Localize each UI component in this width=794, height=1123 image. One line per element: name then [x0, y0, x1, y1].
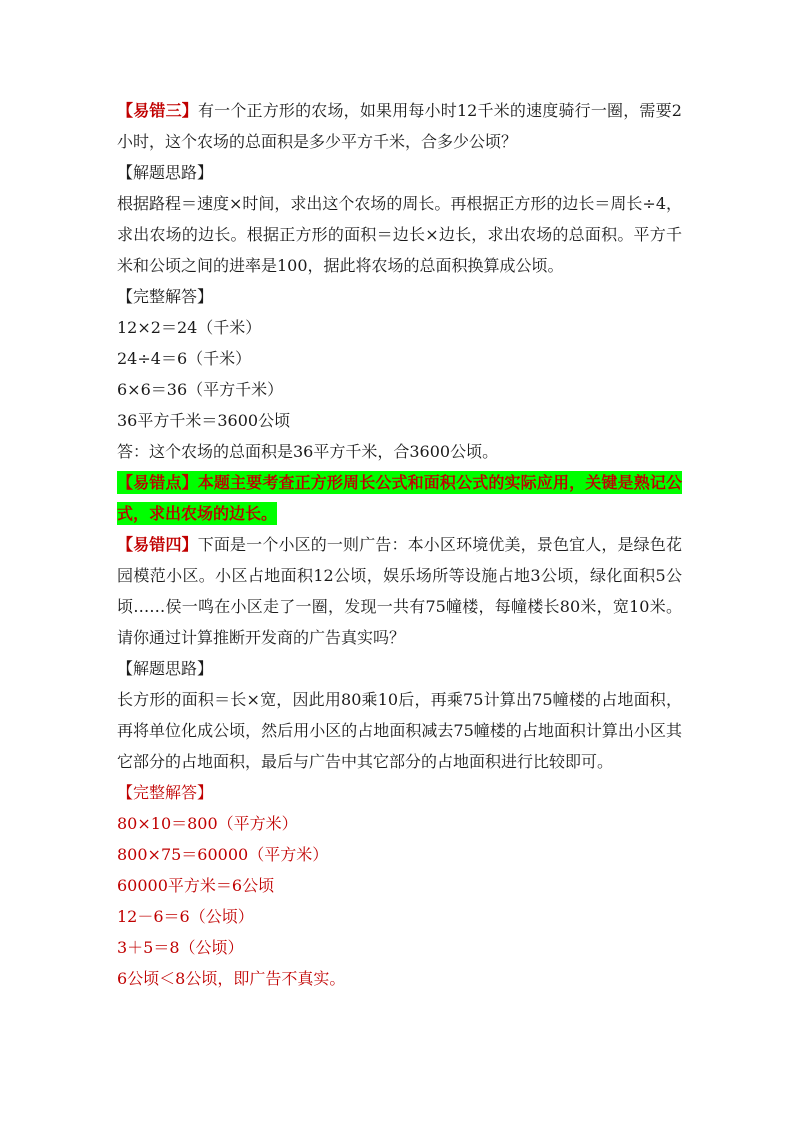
- question-4-step: 80×10＝800（平方米）: [117, 814, 298, 833]
- question-3: [117, 95, 682, 157]
- question-3-step: 12×2＝24（千米）: [117, 318, 262, 337]
- question-4-step: 800×75＝60000（平方米）: [117, 845, 329, 864]
- question-4-text: 下面是一个小区的一则广告：本小区环境优美，景色宜人，是绿色花园模范小区。小区占地面积12公顷，娱乐场所等设施占地3公顷，绿化面积5公顷……侯一鸣在小区走了一圈，发现一共有75幢楼，每幢楼长80米，宽10米。请你通过计算推断开发商的广告真实吗？: [117, 535, 682, 647]
- question-4-step: 12－6＝6（公顷）: [117, 907, 254, 926]
- question-3-text: 有一个正方形的农场，如果用每小时12千米的速度骑行一圈，需要2小时，这个农场的总面积是多少平方千米，合多少公顷？: [117, 101, 682, 151]
- question-3-step: 6×6＝36（平方千米）: [117, 380, 284, 399]
- error-point-highlight: 【易错点】本题主要考查正方形周长公式和面积公式的实际应用，关键是熟记公式，求出农场的边长。: [117, 473, 682, 523]
- document-page: [117, 95, 682, 994]
- question-3-tag: 【易错三】: [117, 101, 198, 120]
- question-4: [117, 529, 682, 653]
- question-4-analysis: 长方形的面积＝长×宽，因此用80乘10后，再乘75计算出75幢楼的占地面积，再将单位化成公顷，然后用小区的占地面积减去75幢楼的占地面积计算出小区其它部分的占地面积，最后与广告中其它部分的占地面积进行比较即可。: [117, 690, 682, 771]
- question-3-analysis: 根据路程＝速度×时间，求出这个农场的周长。再根据正方形的边长＝周长÷4，求出农场的边长。根据正方形的面积＝边长×边长，求出农场的总面积。平方千米和公顷之间的进率是100，据此将农场的总面积换算成公顷。: [117, 194, 682, 275]
- question-3-step: 24÷4＝6（千米）: [117, 349, 252, 368]
- question-3-answer: 答：这个农场的总面积是36平方千米，合3600公顷。: [117, 442, 499, 461]
- question-3-answer-heading: 【完整解答】: [117, 287, 214, 306]
- question-3-error-point: [117, 467, 682, 529]
- question-4-analysis-heading: 【解题思路】: [117, 659, 214, 678]
- question-4-answer: 6公顷＜8公顷，即广告不真实。: [117, 969, 346, 988]
- question-4-tag: 【易错四】: [117, 535, 198, 554]
- question-3-analysis-heading: 【解题思路】: [117, 163, 214, 182]
- question-3-step: 36平方千米＝3600公顷: [117, 411, 291, 430]
- question-4-step: 60000平方米＝6公顷: [117, 876, 275, 895]
- question-4-step: 3＋5＝8（公顷）: [117, 938, 244, 957]
- question-4-answer-heading: 【完整解答】: [117, 783, 214, 802]
